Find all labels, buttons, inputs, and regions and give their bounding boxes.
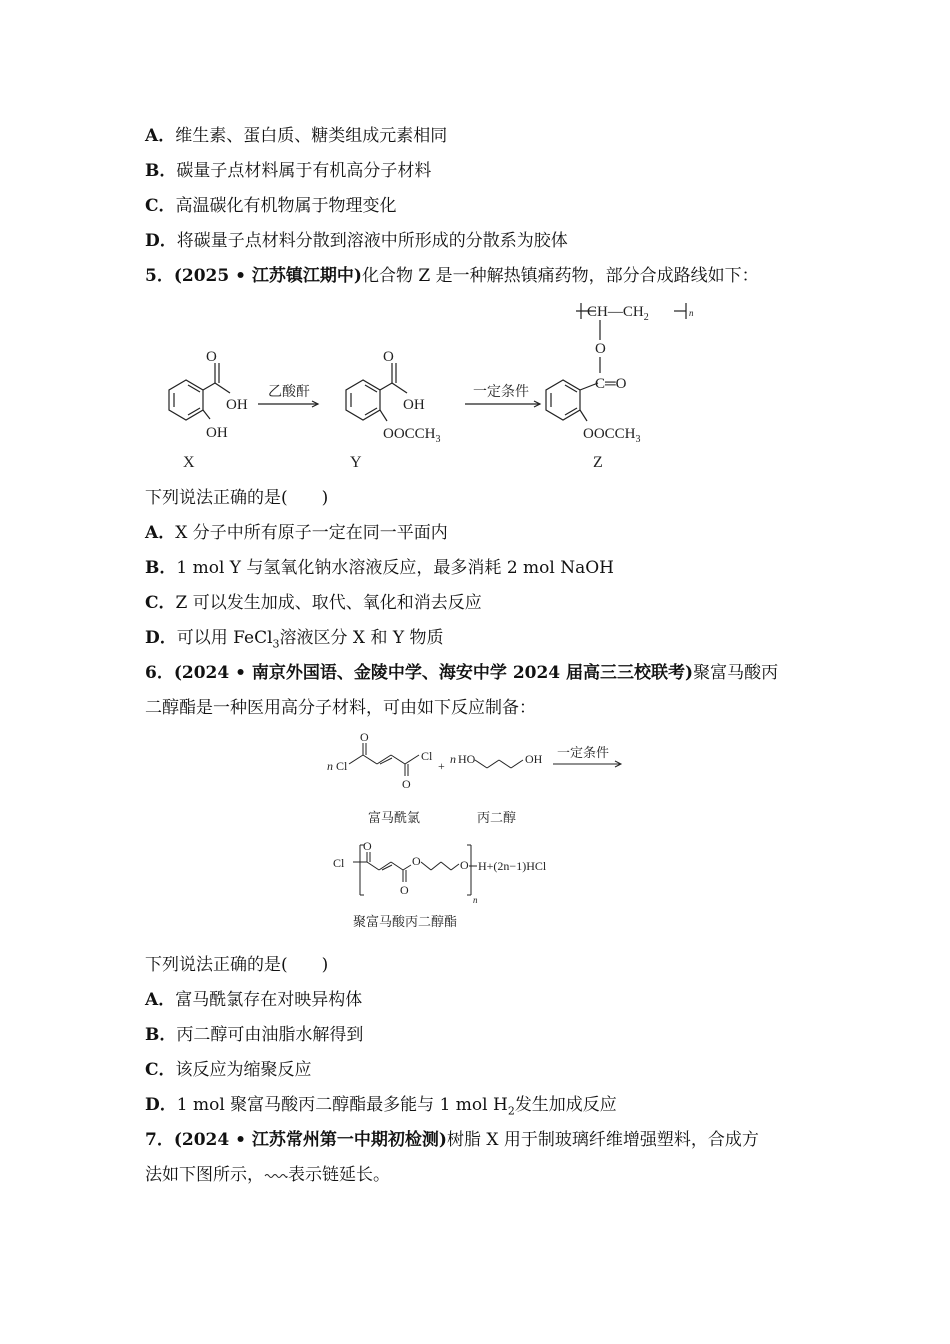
product-terminal-o: O: [460, 858, 469, 872]
q5-option-b: B．1 mol Y 与氢氧化钠水溶液反应，最多消耗 2 mol NaOH: [145, 558, 615, 578]
q4-option-a: A．维生素、蛋白质、糖类组成元素相同: [145, 126, 448, 146]
wavy-line-icon: [264, 1171, 288, 1181]
q5-option-d: D．可以用 FeCl$_3$溶液区分 X 和 Y 物质: [145, 628, 444, 651]
y-oh: OH: [403, 397, 425, 413]
q7-stem-line2: 法如下图所示， 表示链延长。: [145, 1165, 390, 1185]
q6-question: 下列说法正确的是( ): [145, 955, 329, 975]
reagent-acetic-anhydride: 乙酸酐: [268, 385, 310, 400]
q6-reaction-scheme: [325, 730, 645, 940]
q6-option-b: B．丙二醇可由油脂水解得到: [145, 1025, 364, 1045]
q4-option-c: C．高温碳化有机物属于物理变化: [145, 196, 397, 216]
product-o-top: O: [363, 839, 372, 853]
label-z: Z: [593, 454, 603, 471]
x-oh: OH: [226, 397, 248, 413]
q5-option-a: A．X 分子中所有原子一定在同一平面内: [145, 523, 448, 543]
q6-stem-line2: 二醇酯是一种医用高分子材料，可由如下反应制备：: [145, 698, 536, 718]
x-carbonyl-o: O: [206, 349, 217, 365]
propanediol-name: 丙二醇: [477, 810, 517, 825]
reactant-o-top: O: [360, 730, 369, 744]
q5-option-c: C．Z 可以发生加成、取代、氧化和消去反应: [145, 593, 482, 613]
diol-ho: HO: [458, 752, 476, 766]
reactant-o-bottom: O: [402, 777, 411, 791]
z-linking-o: O: [595, 341, 606, 357]
reactant-cl-left: Cl: [336, 759, 348, 773]
product-cl: Cl: [333, 856, 345, 870]
z-ester: $OOCCH_3$: [583, 426, 641, 445]
plus-sign: +: [438, 759, 445, 773]
y-ester: $OOCCH_3$: [383, 426, 441, 445]
product-ester-o: O: [412, 854, 421, 868]
q6-option-c: C．该反应为缩聚反应: [145, 1060, 312, 1080]
q5-reaction-scheme: [140, 295, 840, 475]
q6-option-d: D．1 mol 聚富马酸丙二醇酯最多能与 1 mol $H_2$发生加成反应: [145, 1095, 617, 1118]
reactant-coefficient-n: n: [327, 759, 333, 773]
product-name: 聚富马酸丙二醇酯: [353, 914, 458, 929]
reagent-condition: 一定条件: [473, 385, 529, 400]
condition-text: 一定条件: [557, 745, 610, 760]
q7-stem-line1: 7．(2024 • 江苏常州第一中期初检测)树脂 X 用于制玻璃纤维增强塑料，合成方: [145, 1130, 759, 1150]
q5-question: 下列说法正确的是( ): [145, 488, 329, 508]
product-tail: H+(2n−1)HCl: [478, 859, 547, 873]
q6-option-a: A．富马酰氯存在对映异构体: [145, 990, 363, 1010]
reactant-cl-right: Cl: [421, 749, 433, 763]
label-x: X: [183, 454, 195, 471]
product-o-bottom: O: [400, 883, 409, 897]
diol-oh: OH: [525, 752, 543, 766]
fumaroyl-chloride-name: 富马酰氯: [368, 810, 421, 825]
q4-option-b: B．碳量子点材料属于有机高分子材料: [145, 161, 432, 181]
q5-stem: 5．(2025 • 江苏镇江期中)化合物 Z 是一种解热镇痛药物，部分合成路线如下：: [145, 266, 759, 286]
z-backbone: $CH—CH_2$: [587, 304, 649, 323]
x-phenol-oh: OH: [206, 425, 228, 441]
y-carbonyl-o: O: [383, 349, 394, 365]
q4-option-d: D．将碳量子点材料分散到溶液中所形成的分散系为胶体: [145, 231, 568, 251]
product-n: n: [473, 895, 478, 905]
z-n: n: [689, 308, 694, 318]
diol-coefficient-n: n: [450, 752, 456, 766]
z-carbonyl: C═O: [595, 376, 627, 392]
label-y: Y: [350, 454, 362, 471]
q6-stem-line1: 6．(2024 • 南京外国语、金陵中学、海安中学 2024 届高三三校联考)聚富马酸丙: [145, 663, 779, 683]
